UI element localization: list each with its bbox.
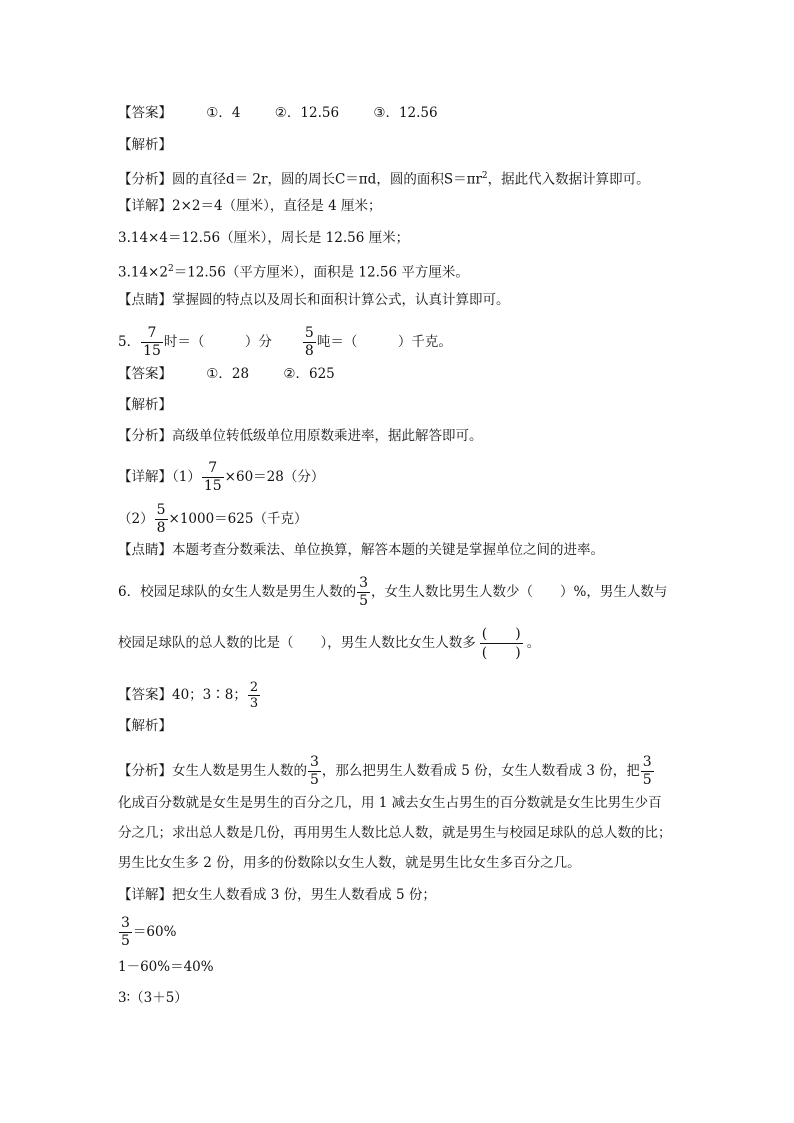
answer-label: 【答案】 xyxy=(118,687,172,703)
q5-jiexi: 【解析】 xyxy=(118,397,172,413)
q6-fenxi-line1 xyxy=(118,754,655,789)
fraction xyxy=(357,575,370,610)
step-text: ×60＝28（分） xyxy=(224,469,325,485)
fraction xyxy=(155,502,168,537)
step-prefix: （2） xyxy=(118,511,154,527)
fraction xyxy=(119,915,132,950)
denominator: 3 xyxy=(249,696,259,711)
denominator: 5 xyxy=(121,933,130,949)
q6-answer-line xyxy=(118,680,261,711)
q5-step2 xyxy=(118,502,307,537)
fraction xyxy=(308,754,321,789)
fenxi-text: ，那么把男生人数看成 5 份，女生人数看成 3 份，把 xyxy=(321,763,640,779)
xiangjie-label: 【详解】 xyxy=(118,469,172,485)
step-text: ×1000＝625（千克） xyxy=(168,511,308,527)
answer-item: ①．4 xyxy=(206,105,241,121)
xiangjie-text: 2×2＝4（厘米），直径是 4 厘米； xyxy=(172,198,382,214)
fraction xyxy=(641,754,654,789)
numerator: 7 xyxy=(147,325,157,341)
fraction xyxy=(303,325,316,360)
q6-calc1 xyxy=(118,915,176,950)
answer-item: ②．12.56 xyxy=(274,105,340,121)
fraction xyxy=(141,325,163,360)
question-text: 校园足球队的总人数的比是（ ），男生人数比女生人数多 xyxy=(118,635,476,651)
calc-text: ＝12.56（平方厘米），面积是 12.56 平方厘米。 xyxy=(173,264,469,281)
denominator: 15 xyxy=(203,478,222,494)
blank-fraction xyxy=(480,625,523,662)
numerator: 3 xyxy=(359,575,369,591)
q5-dianjing-line xyxy=(118,540,604,560)
q6-calc2: 1－60%＝40% xyxy=(118,959,214,975)
xiangjie-label: 【详解】 xyxy=(118,887,172,903)
calc-text: 3.14×2 xyxy=(118,264,168,281)
q4-xiangjie-line xyxy=(118,196,382,216)
numerator: 5 xyxy=(156,502,166,518)
numerator: 3 xyxy=(642,754,652,770)
question-text: 时＝（ ）分 xyxy=(163,334,272,350)
numerator-blank: ( ) xyxy=(481,626,521,642)
q5-question xyxy=(118,325,452,360)
question-number: 5． xyxy=(118,334,141,350)
question-text: 吨＝（ ）千克。 xyxy=(316,334,452,350)
q6-fenxi-line3: 分之几；求出总人数是几份，再用男生人数比总人数，就是男生与校园足球队的总人数的比； xyxy=(118,825,672,841)
denominator: 15 xyxy=(143,343,161,359)
denominator-blank: ( ) xyxy=(481,645,521,661)
q6-xiangjie-line xyxy=(118,885,436,905)
dianjing-text: 掌握圆的特点以及周长和面积计算公式，认真计算即可。 xyxy=(172,292,510,308)
denominator: 5 xyxy=(359,593,369,609)
question-text: 。 xyxy=(526,635,541,651)
dianjing-label: 【点睛】 xyxy=(118,542,172,558)
numerator: 7 xyxy=(208,460,218,476)
q4-calc-line: 3.14×4＝12.56（厘米），周长是 12.56 厘米； xyxy=(118,230,410,246)
denominator: 8 xyxy=(156,520,166,536)
q5-step1 xyxy=(118,460,324,495)
dianjing-text: 本题考查分数乘法、单位换算，解答本题的关键是掌握单位之间的进率。 xyxy=(172,542,604,558)
question-text: ，女生人数比男生人数少（ ）%，男生人数与 xyxy=(371,584,668,600)
fenxi-text: 女生人数是男生人数的 xyxy=(172,763,307,779)
fenxi-label: 【分析】 xyxy=(118,763,172,779)
q5-fenxi-line xyxy=(118,426,483,446)
superscript: 2 xyxy=(481,171,488,181)
q6-fenxi-line4: 男生比女生多 2 份，用多的份数除以女生人数，就是男生比女生多百分之几。 xyxy=(118,855,581,871)
denominator: 5 xyxy=(310,772,319,788)
denominator: 5 xyxy=(642,772,652,788)
answer-text: 40；3∶8； xyxy=(172,687,247,703)
numerator: 3 xyxy=(121,915,130,931)
fenxi-label: 【分析】 xyxy=(118,171,172,188)
q6-question-line1 xyxy=(118,575,667,610)
fenxi-text: 圆的直径d＝ 2r，圆的周长C＝πd，圆的面积S＝πr xyxy=(172,171,482,188)
fraction xyxy=(202,460,224,495)
xiangjie-text: 把女生人数看成 3 份，男生人数看成 5 份； xyxy=(172,887,436,903)
question-number: 6． xyxy=(118,584,141,600)
numerator: 2 xyxy=(249,680,259,695)
fraction xyxy=(248,680,260,711)
answer-label: 【答案】 xyxy=(118,366,172,382)
q6-jiexi: 【解析】 xyxy=(118,718,172,734)
q4-fenxi-line xyxy=(118,166,650,190)
answer-item: ②．625 xyxy=(283,366,335,382)
superscript: 2 xyxy=(167,264,174,274)
denominator: 8 xyxy=(304,343,314,359)
q5-answer-line xyxy=(118,364,335,384)
xiangjie-label: 【详解】 xyxy=(118,198,172,214)
q4-calc-line xyxy=(118,259,469,283)
numerator: 3 xyxy=(310,754,319,770)
question-text: 校园足球队的女生人数是男生人数的 xyxy=(140,584,357,600)
answer-label: 【答案】 xyxy=(118,105,172,121)
q6-fenxi-line2: 化成百分数就是女生是男生的百分之几，用 1 减去女生占男生的百分数就是女生比男生少百 xyxy=(118,795,662,811)
step-prefix: （1） xyxy=(172,469,201,485)
calc-text: ＝60% xyxy=(132,924,177,940)
numerator: 5 xyxy=(304,325,314,341)
fenxi-text: ，据此代入数据计算即可。 xyxy=(487,171,650,188)
dianjing-label: 【点睛】 xyxy=(118,292,172,308)
fenxi-text: 高级单位转低级单位用原数乘进率，据此解答即可。 xyxy=(172,428,483,444)
q4-answer-line xyxy=(118,103,438,123)
answer-item: ①．28 xyxy=(206,366,250,382)
q6-calc3: 3∶（3＋5） xyxy=(118,990,188,1006)
q4-dianjing-line xyxy=(118,290,510,310)
q4-jiexi: 【解析】 xyxy=(118,137,172,153)
fenxi-label: 【分析】 xyxy=(118,428,172,444)
q6-question-line2 xyxy=(118,625,540,662)
answer-item: ③．12.56 xyxy=(373,105,438,121)
